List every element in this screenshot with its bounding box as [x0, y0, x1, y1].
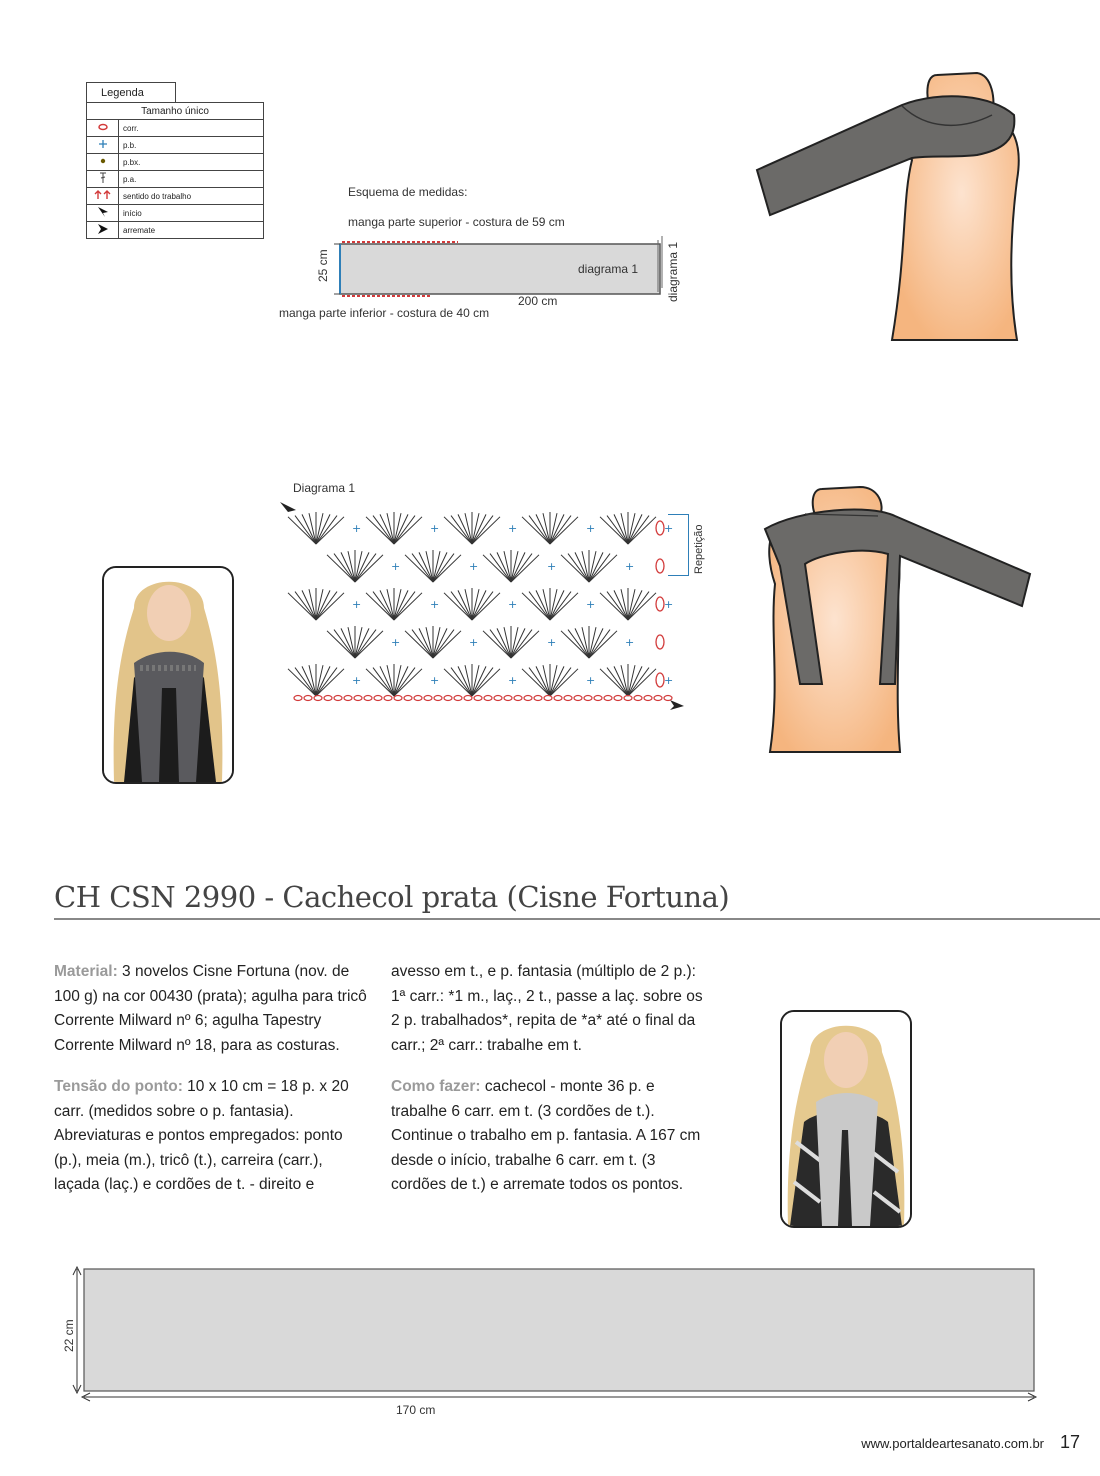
page-number: 17 [1059, 1432, 1080, 1452]
fan-stitch [472, 517, 500, 544]
foundation-chain-mark [584, 696, 592, 701]
work-direction-icon [87, 188, 119, 205]
measures-width: 200 cm [518, 294, 558, 308]
foundation-chain-mark [314, 696, 322, 701]
fan-stitch [355, 631, 383, 658]
chain-mark [656, 673, 664, 687]
scarf-height: 22 cm [62, 1319, 76, 1352]
fan-stitch [394, 593, 422, 620]
model-photo-graphic [782, 1012, 910, 1226]
single-crochet-mark: + [547, 636, 557, 649]
fan-stitch [483, 631, 511, 658]
fan-stitch [589, 631, 617, 658]
legend-label: arremate [119, 222, 264, 239]
legend-table [86, 102, 264, 239]
fan-stitch [419, 552, 433, 582]
how-paragraph [391, 1075, 709, 1198]
fan-stitch [355, 552, 369, 582]
fan-stitch [458, 590, 472, 620]
fan-stitch [444, 669, 472, 696]
fan-stitch [316, 669, 344, 696]
fan-stitch [550, 514, 564, 544]
fan-stitch [628, 593, 656, 620]
fan-stitch [288, 669, 316, 696]
fan-stitch [550, 517, 578, 544]
chain-mark [656, 597, 664, 611]
fan-stitch [550, 590, 564, 620]
fan-stitch [614, 666, 628, 696]
fan-stitch [458, 666, 472, 696]
fan-stitch [444, 517, 472, 544]
fan-stitch [380, 590, 394, 620]
single-crochet-mark: + [664, 674, 674, 687]
foundation-chain-mark [484, 696, 492, 701]
foundation-chain-mark [414, 696, 422, 701]
tension-label: Tensão do ponto: [54, 1078, 183, 1095]
fan-stitch [472, 669, 500, 696]
fan-stitch [394, 517, 422, 544]
foundation-chain-mark [494, 696, 502, 701]
fan-stitch [561, 631, 589, 658]
tension-paragraph [54, 1075, 372, 1198]
fan-stitch [628, 514, 642, 544]
fan-stitch [433, 552, 447, 582]
single-crochet-mark: + [391, 560, 401, 573]
single-crochet-mark: + [430, 674, 440, 687]
fan-stitch [302, 666, 316, 696]
single-crochet-mark: + [625, 560, 635, 573]
fan-stitch [341, 628, 355, 658]
foundation-chain-mark [434, 696, 442, 701]
foundation-chain-mark [354, 696, 362, 701]
fan-stitch [366, 517, 394, 544]
single-crochet-mark: + [469, 636, 479, 649]
foundation-chain-mark [544, 696, 552, 701]
footer-url[interactable]: www.portaldeartesanato.com.br [861, 1436, 1044, 1451]
foundation-chain-mark [654, 696, 662, 701]
single-crochet-mark: + [391, 636, 401, 649]
fan-stitch [380, 514, 394, 544]
single-crochet-icon [87, 137, 119, 154]
foundation-chain-mark [464, 696, 472, 701]
fan-stitch [472, 593, 500, 620]
fan-stitch [614, 514, 628, 544]
fan-stitch [536, 590, 550, 620]
fan-stitch [380, 666, 394, 696]
fan-stitch [316, 514, 330, 544]
foundation-chain-mark [644, 696, 652, 701]
chain-mark [656, 559, 664, 573]
single-crochet-mark: + [664, 522, 674, 535]
fan-stitch [600, 669, 628, 696]
repeat-bracket [668, 514, 689, 576]
start-arrow-icon [87, 205, 119, 222]
fan-stitch [511, 555, 539, 582]
chain-mark [656, 635, 664, 649]
foundation-chain-mark [624, 696, 632, 701]
foundation-chain-mark [574, 696, 582, 701]
crochet-chart [278, 500, 718, 715]
fasten-off-arrow-icon [87, 222, 119, 239]
foundation-chain-mark [664, 696, 672, 701]
single-crochet-mark: + [469, 560, 479, 573]
fan-stitch [288, 517, 316, 544]
fan-stitch [497, 628, 511, 658]
fan-stitch [316, 666, 330, 696]
fan-stitch [628, 666, 642, 696]
foundation-chain-mark [364, 696, 372, 701]
foundation-chain-mark [344, 696, 352, 701]
fan-stitch [394, 514, 408, 544]
single-crochet-mark: + [508, 598, 518, 611]
fan-stitch [522, 593, 550, 620]
fan-stitch [419, 628, 433, 658]
measures-side-label: diagrama 1 [666, 241, 680, 302]
slip-stitch-icon [87, 154, 119, 171]
fan-stitch [472, 666, 486, 696]
legend-label: sentido do trabalho [119, 188, 264, 205]
single-crochet-mark: + [508, 674, 518, 687]
single-crochet-mark: + [508, 522, 518, 535]
fan-stitch [511, 552, 525, 582]
double-crochet-icon [87, 171, 119, 188]
foundation-chain-mark [374, 696, 382, 701]
single-crochet-mark: + [430, 522, 440, 535]
single-crochet-mark: + [586, 674, 596, 687]
article-column-1 [54, 960, 372, 1215]
fan-stitch [355, 555, 383, 582]
chart-repeat-label: Repetição [693, 524, 705, 574]
fan-stitch [575, 552, 589, 582]
fan-stitch [511, 628, 525, 658]
single-crochet-mark: + [625, 636, 635, 649]
measures-height: 25 cm [316, 249, 330, 282]
single-crochet-mark: + [352, 522, 362, 535]
model-photo-graphic [104, 568, 232, 782]
fan-stitch [561, 555, 589, 582]
measures-title: Esquema de medidas: [348, 185, 468, 199]
fan-stitch [472, 514, 486, 544]
fan-stitch [458, 514, 472, 544]
mannequin-front-illustration [752, 70, 1032, 345]
fan-stitch [511, 631, 539, 658]
fan-stitch [366, 593, 394, 620]
fan-stitch [550, 666, 564, 696]
fan-stitch [288, 593, 316, 620]
single-crochet-mark: + [586, 598, 596, 611]
foundation-chain-mark [334, 696, 342, 701]
title-divider [54, 918, 1100, 920]
foundation-chain-mark [514, 696, 522, 701]
fan-stitch [327, 555, 355, 582]
fan-stitch [433, 628, 447, 658]
scarf-diagram [60, 1262, 1050, 1407]
fan-stitch [536, 666, 550, 696]
fan-stitch [316, 517, 344, 544]
fan-stitch [433, 631, 461, 658]
single-crochet-mark: + [352, 674, 362, 687]
measures-bottom-label: manga parte inferior - costura de 40 cm [279, 306, 490, 320]
fan-stitch [497, 552, 511, 582]
article-title: CH CSN 2990 - Cachecol prata (Cisne Fortuna) [54, 880, 730, 914]
foundation-chain-mark [604, 696, 612, 701]
foundation-chain-mark [594, 696, 602, 701]
foundation-chain-mark [394, 696, 402, 701]
foundation-chain-mark [524, 696, 532, 701]
foundation-chain-mark [554, 696, 562, 701]
fan-stitch [600, 517, 628, 544]
material-paragraph [54, 960, 372, 1058]
stitch-paragraph: avesso em t., e p. fantasia (múltiplo de 2 p.): 1ª carr.: *1 m., laç., 2 t., passe a laç. sobre os 2 p. trabalhados*, repita de *a* até o final da carr.; 2ª carr.: trabalhe em t. [391, 963, 703, 1054]
article-column-2 [391, 960, 709, 1215]
single-crochet-mark: + [664, 598, 674, 611]
foundation-chain-mark [424, 696, 432, 701]
fan-stitch [472, 590, 486, 620]
foundation-chain-mark [404, 696, 412, 701]
fan-stitch [405, 631, 433, 658]
fan-stitch [522, 517, 550, 544]
fan-stitch [316, 590, 330, 620]
fan-stitch [355, 628, 369, 658]
single-crochet-mark: + [352, 598, 362, 611]
foundation-chain-mark [304, 696, 312, 701]
single-crochet-mark: + [430, 598, 440, 611]
fan-stitch [522, 669, 550, 696]
fan-stitch [302, 590, 316, 620]
fan-stitch [589, 628, 603, 658]
measures-inner-label: diagrama 1 [578, 262, 639, 276]
legend-label: p.bx. [119, 154, 264, 171]
foundation-chain-mark [324, 696, 332, 701]
foundation-chain-mark [504, 696, 512, 701]
legend-tab: Legenda [86, 82, 176, 102]
material-text: 3 novelos Cisne Fortuna (nov. de 100 g) na cor 00430 (prata); agulha para tricô Corrente Milward nº 6; agulha Tapestry Corrente Milward nº 18, para as costuras. [54, 963, 367, 1054]
fan-stitch [575, 628, 589, 658]
measures-top-label: manga parte superior - costura de 59 cm [348, 215, 565, 229]
single-crochet-mark: + [586, 522, 596, 535]
fan-stitch [302, 514, 316, 544]
foundation-chain-mark [564, 696, 572, 701]
scarf-width: 170 cm [396, 1403, 436, 1417]
fan-stitch [444, 593, 472, 620]
how-label: Como fazer: [391, 1078, 481, 1095]
legend-label: p.a. [119, 171, 264, 188]
foundation-chain-mark [614, 696, 622, 701]
foundation-chain-mark [634, 696, 642, 701]
fan-stitch [327, 631, 355, 658]
fan-stitch [394, 669, 422, 696]
model-photo-scarf-dark [102, 566, 234, 784]
foundation-chain-mark [534, 696, 542, 701]
fan-stitch [628, 517, 656, 544]
tension-text: 10 x 10 cm = 18 p. x 20 carr. (medidos sobre o p. fantasia). Abreviaturas e pontos empregados: ponto (p.), meia (m.), tricô (t.), carreira (carr.), laçada (laç.) e cordões de t. - direito e [54, 1078, 349, 1193]
fan-stitch [628, 669, 656, 696]
fan-stitch [614, 590, 628, 620]
legend-label: corr. [119, 120, 264, 137]
chart-title: Diagrama 1 [293, 481, 356, 495]
how-text: cachecol - monte 36 p. e trabalhe 6 carr. em t. (3 cordões de t.). Continue o trabalho em p. fantasia. A 167 cm desde o início, trabalhe 6 carr. em t. (3 cordões de t.) e arremate todos os pontos. [391, 1078, 701, 1193]
fan-stitch [589, 555, 617, 582]
fan-stitch [600, 593, 628, 620]
single-crochet-mark: + [547, 560, 557, 573]
material-label: Material: [54, 963, 118, 980]
fan-stitch [536, 514, 550, 544]
fan-stitch [341, 552, 355, 582]
legend-header: Tamanho único [87, 103, 264, 120]
fan-stitch [366, 669, 394, 696]
foundation-chain-mark [444, 696, 452, 701]
fan-stitch [405, 555, 433, 582]
foundation-chain-mark [454, 696, 462, 701]
fan-stitch [550, 669, 578, 696]
legend-label: início [119, 205, 264, 222]
fan-stitch [394, 666, 408, 696]
fan-stitch [483, 555, 511, 582]
fan-stitch [433, 555, 461, 582]
model-photo-scarf-grey [780, 1010, 912, 1228]
chain-mark [656, 521, 664, 535]
mannequin-scarf-illustration [760, 484, 1040, 756]
foundation-chain-mark [294, 696, 302, 701]
chain-stitch-icon [87, 120, 119, 137]
foundation-chain-mark [474, 696, 482, 701]
fan-stitch [316, 593, 344, 620]
foundation-chain-mark [384, 696, 392, 701]
fan-stitch [628, 590, 642, 620]
fan-stitch [589, 552, 603, 582]
legend-label: p.b. [119, 137, 264, 154]
fan-stitch [394, 590, 408, 620]
fan-stitch [550, 593, 578, 620]
